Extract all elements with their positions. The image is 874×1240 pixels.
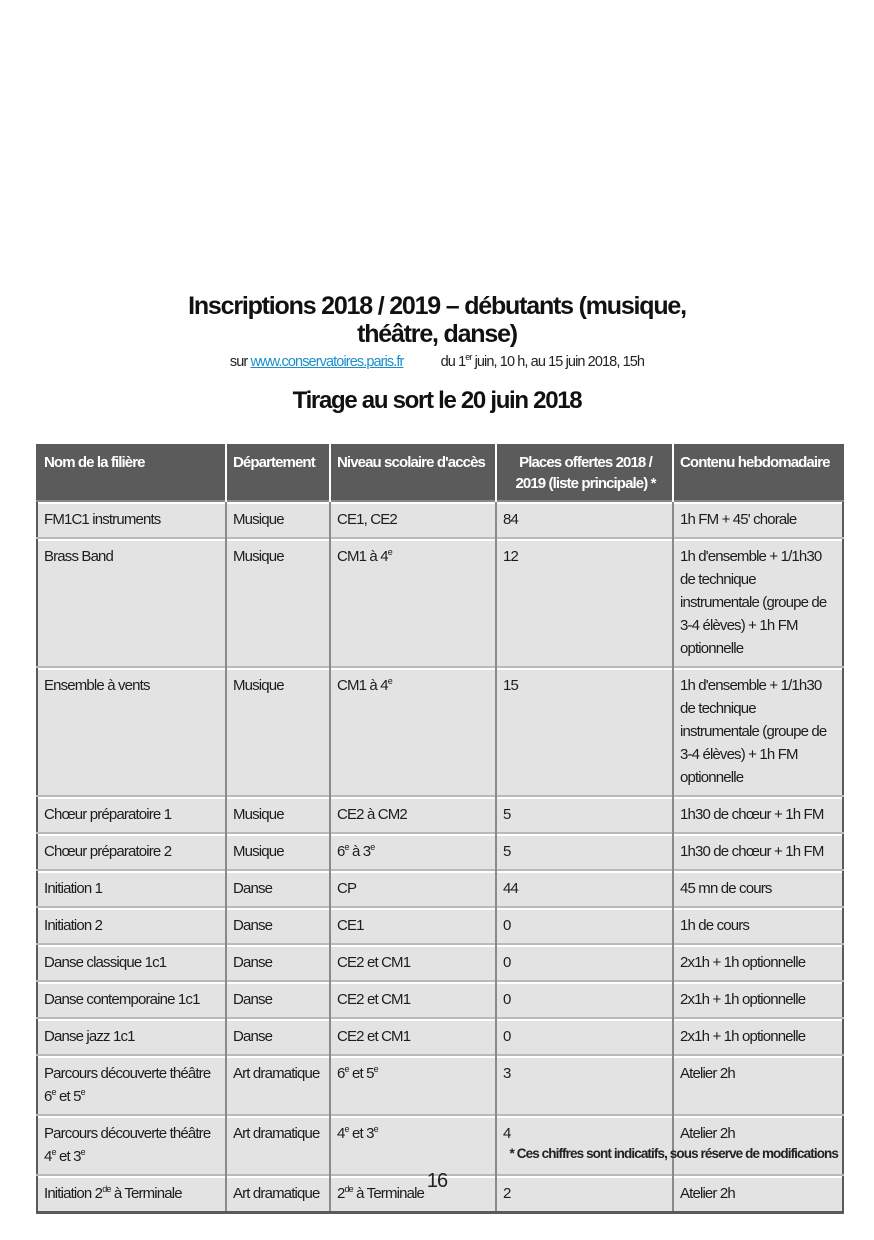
header-places: Places offertes 2018 / 2019 (liste principale) * <box>496 445 673 501</box>
cell-department: Danse <box>226 1018 330 1055</box>
cell-content: 1h de cours <box>673 907 843 944</box>
cell-level: CE2 et CM1 <box>330 944 496 981</box>
cell-name: Parcours découverte théâtre 4e et 3e <box>37 1115 226 1175</box>
cell-name: Danse jazz 1c1 <box>37 1018 226 1055</box>
cell-name: Danse classique 1c1 <box>37 944 226 981</box>
cell-department: Musique <box>226 796 330 833</box>
cell-department: Musique <box>226 538 330 667</box>
table-row <box>37 944 843 981</box>
cell-places: 0 <box>496 944 673 981</box>
cell-content: 2x1h + 1h optionnelle <box>673 944 843 981</box>
header-name: Nom de la filière <box>37 445 226 501</box>
cell-places: 0 <box>496 981 673 1018</box>
cell-level: CE2 et CM1 <box>330 981 496 1018</box>
cell-content: 1h d'ensemble + 1/1h30 de technique instrumentale (groupe de 3-4 élèves) + 1h FM optionnelle <box>673 538 843 667</box>
registration-info <box>0 354 874 370</box>
header-level: Niveau scolaire d'accès <box>330 445 496 501</box>
cell-content: 2x1h + 1h optionnelle <box>673 1018 843 1055</box>
cell-department: Art dramatique <box>226 1175 330 1213</box>
cell-places: 3 <box>496 1055 673 1115</box>
cell-department: Musique <box>226 501 330 538</box>
cell-department: Danse <box>226 870 330 907</box>
table-row <box>37 667 843 796</box>
cell-level: CE1 <box>330 907 496 944</box>
cell-name: Parcours découverte théâtre 6e et 5e <box>37 1055 226 1115</box>
cell-name: FM1C1 instruments <box>37 501 226 538</box>
table-row <box>37 796 843 833</box>
conservatoires-link[interactable]: www.conservatoires.paris.fr <box>250 354 404 370</box>
table-row <box>37 907 843 944</box>
table-row <box>37 981 843 1018</box>
table-row <box>37 501 843 538</box>
cell-level: 6e et 5e <box>330 1055 496 1115</box>
table-row <box>37 833 843 870</box>
cell-places: 5 <box>496 796 673 833</box>
footnote: * Ces chiffres sont indicatifs, sous réserve de modifications <box>509 1146 838 1161</box>
cell-places: 2 <box>496 1175 673 1213</box>
cell-name: Chœur préparatoire 1 <box>37 796 226 833</box>
cell-level: CM1 à 4e <box>330 667 496 796</box>
cell-content: 1h d'ensemble + 1/1h30 de technique instrumentale (groupe de 3-4 élèves) + 1h FM optionnelle <box>673 667 843 796</box>
table-row <box>37 1018 843 1055</box>
cell-department: Danse <box>226 981 330 1018</box>
cell-name: Chœur préparatoire 2 <box>37 833 226 870</box>
cell-department: Art dramatique <box>226 1115 330 1175</box>
table-row <box>37 538 843 667</box>
cell-level: 6e à 3e <box>330 833 496 870</box>
cell-places: 0 <box>496 1018 673 1055</box>
cell-level: CE2 à CM2 <box>330 796 496 833</box>
cell-name: Danse contemporaine 1c1 <box>37 981 226 1018</box>
cell-department: Musique <box>226 833 330 870</box>
cell-level: CE2 et CM1 <box>330 1018 496 1055</box>
draw-date-heading: Tirage au sort le 20 juin 2018 <box>292 387 582 414</box>
cell-department: Art dramatique <box>226 1055 330 1115</box>
cell-places: 0 <box>496 907 673 944</box>
cell-level: CM1 à 4e <box>330 538 496 667</box>
cell-content: Atelier 2h <box>673 1115 843 1175</box>
cell-content: Atelier 2h <box>673 1175 843 1213</box>
cell-places: 44 <box>496 870 673 907</box>
cell-name: Initiation 1 <box>37 870 226 907</box>
courses-table <box>36 444 844 1214</box>
cell-content: 1h FM + 45' chorale <box>673 501 843 538</box>
cell-places: 5 <box>496 833 673 870</box>
header-department: Département <box>226 445 330 501</box>
cell-department: Danse <box>226 944 330 981</box>
cell-content: 2x1h + 1h optionnelle <box>673 981 843 1018</box>
table-row <box>37 1055 843 1115</box>
cell-level: 2de à Terminale <box>330 1175 496 1213</box>
sur-label: sur <box>229 354 251 370</box>
cell-name: Ensemble à vents <box>37 667 226 796</box>
table-row <box>37 1115 843 1175</box>
cell-name: Brass Band <box>37 538 226 667</box>
cell-content: 1h30 de chœur + 1h FM <box>673 796 843 833</box>
cell-places: 15 <box>496 667 673 796</box>
cell-department: Musique <box>226 667 330 796</box>
table-header-row <box>37 445 843 501</box>
cell-name: Initiation 2de à Terminale <box>37 1175 226 1213</box>
header-content: Contenu hebdomadaire <box>673 445 843 501</box>
cell-level: 4e et 3e <box>330 1115 496 1175</box>
cell-places: 12 <box>496 538 673 667</box>
cell-places: 84 <box>496 501 673 538</box>
table-row <box>37 870 843 907</box>
title-line-1: Inscriptions 2018 / 2019 – débutants (musique, <box>188 292 686 320</box>
cell-content: Atelier 2h <box>673 1055 843 1115</box>
cell-content: 45 mn de cours <box>673 870 843 907</box>
page-number: 16 <box>426 1170 448 1192</box>
page-title <box>0 292 874 348</box>
cell-name: Initiation 2 <box>37 907 226 944</box>
registration-dates: du 1er juin, 10 h, au 15 juin 2018, 15h <box>440 352 645 370</box>
title-line-2: théâtre, danse) <box>357 320 517 348</box>
cell-content: 1h30 de chœur + 1h FM <box>673 833 843 870</box>
cell-level: CE1, CE2 <box>330 501 496 538</box>
cell-department: Danse <box>226 907 330 944</box>
cell-places: 4 <box>496 1115 673 1175</box>
cell-level: CP <box>330 870 496 907</box>
